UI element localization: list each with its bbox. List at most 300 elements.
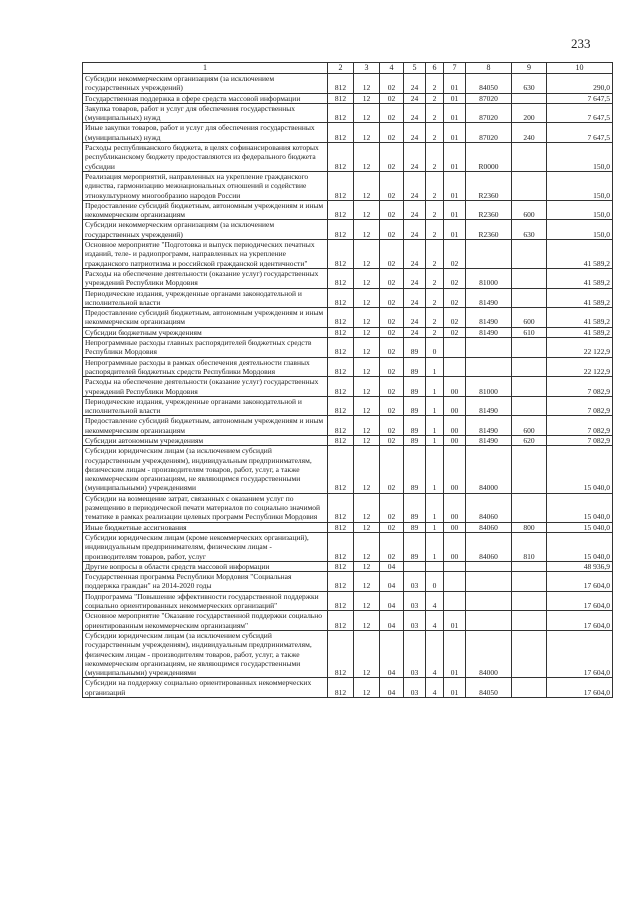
amount: 7 647,5 — [547, 103, 613, 123]
table-row — [83, 338, 613, 358]
code-section: 12 — [354, 435, 380, 445]
code-admin: 812 — [328, 308, 354, 328]
code-subsection: 02 — [380, 522, 404, 532]
code-admin: 812 — [328, 123, 354, 143]
code-event: 01 — [444, 171, 466, 200]
row-name: Государственная программа Республики Мордовия "Социальная поддержка граждан" на 2014-2020 годы — [83, 572, 328, 592]
code-direction: 81490 — [466, 396, 512, 416]
amount: 7 647,5 — [547, 93, 613, 103]
code-expense-type: 630 — [512, 74, 547, 94]
amount: 41 589,2 — [547, 308, 613, 328]
table-row — [83, 377, 613, 397]
code-subprogram: 0 — [426, 338, 444, 358]
code-event — [444, 591, 466, 611]
row-name: Непрограммные расходы в рамках обеспечения деятельности главных распорядителей бюджетных средств Республики Мордовия — [83, 357, 328, 377]
code-direction — [466, 338, 512, 358]
amount: 17 604,0 — [547, 572, 613, 592]
code-program: 89 — [404, 435, 426, 445]
code-expense-type — [512, 288, 547, 308]
code-expense-type — [512, 143, 547, 172]
code-subprogram: 2 — [426, 240, 444, 269]
code-subsection: 02 — [380, 532, 404, 561]
code-event: 00 — [444, 522, 466, 532]
table-row — [83, 103, 613, 123]
code-event: 01 — [444, 678, 466, 698]
code-admin: 812 — [328, 171, 354, 200]
code-direction: 81490 — [466, 435, 512, 445]
table-row — [83, 678, 613, 698]
code-expense-type — [512, 493, 547, 522]
amount: 41 589,2 — [547, 288, 613, 308]
code-event — [444, 338, 466, 358]
code-direction: 81000 — [466, 377, 512, 397]
code-admin: 812 — [328, 630, 354, 677]
column-header: 5 — [404, 63, 426, 74]
row-name: Иные закупки товаров, работ и услуг для обеспечения государственных (муниципальных) нужд — [83, 123, 328, 143]
code-admin: 812 — [328, 572, 354, 592]
amount: 7 082,9 — [547, 396, 613, 416]
code-direction: 84050 — [466, 74, 512, 94]
code-direction: 81490 — [466, 308, 512, 328]
code-direction: 87020 — [466, 123, 512, 143]
code-subprogram: 1 — [426, 377, 444, 397]
row-name: Расходы на обеспечение деятельности (оказание услуг) государственных учреждений Республики Мордовия — [83, 377, 328, 397]
code-admin: 812 — [328, 103, 354, 123]
code-admin: 812 — [328, 268, 354, 288]
code-subsection: 02 — [380, 493, 404, 522]
code-program: 89 — [404, 532, 426, 561]
code-expense-type — [512, 591, 547, 611]
code-subsection: 04 — [380, 678, 404, 698]
code-program: 24 — [404, 220, 426, 240]
code-admin: 812 — [328, 327, 354, 337]
code-expense-type — [512, 446, 547, 493]
code-event: 00 — [444, 396, 466, 416]
code-program: 24 — [404, 143, 426, 172]
row-name: Другие вопросы в области средств массовой информации — [83, 561, 328, 571]
code-subprogram: 1 — [426, 416, 444, 436]
code-section: 12 — [354, 377, 380, 397]
code-event: 02 — [444, 308, 466, 328]
code-section: 12 — [354, 103, 380, 123]
code-admin: 812 — [328, 435, 354, 445]
code-section: 12 — [354, 338, 380, 358]
code-direction: 84060 — [466, 522, 512, 532]
code-subprogram: 0 — [426, 572, 444, 592]
code-direction — [466, 357, 512, 377]
code-event: 02 — [444, 240, 466, 269]
code-admin: 812 — [328, 74, 354, 94]
row-name: Государственная поддержка в сфере средств массовой информации — [83, 93, 328, 103]
code-subsection: 02 — [380, 200, 404, 220]
code-direction: R2360 — [466, 200, 512, 220]
code-subprogram: 2 — [426, 74, 444, 94]
code-section: 12 — [354, 200, 380, 220]
code-subprogram: 2 — [426, 143, 444, 172]
row-name: Субсидии юридическим лицам (кроме некоммерческих организаций), индивидуальным предпринимателям, физическим лицам - производителям товаров, работ, услуг — [83, 532, 328, 561]
table-row — [83, 200, 613, 220]
column-header: 1 — [83, 63, 328, 74]
code-expense-type — [512, 240, 547, 269]
code-event: 01 — [444, 611, 466, 631]
row-name: Субсидии на возмещение затрат, связанных с оказанием услуг по размещению в периодической печати материалов по социально значимой тематике в рамках реализации целевых программ Республики Мордовия — [83, 493, 328, 522]
table-row — [83, 93, 613, 103]
code-expense-type — [512, 561, 547, 571]
code-event: 00 — [444, 435, 466, 445]
amount: 17 604,0 — [547, 591, 613, 611]
code-subsection: 04 — [380, 561, 404, 571]
code-section: 12 — [354, 396, 380, 416]
code-program: 24 — [404, 327, 426, 337]
code-program: 89 — [404, 396, 426, 416]
code-admin: 812 — [328, 377, 354, 397]
code-admin: 812 — [328, 416, 354, 436]
code-event — [444, 561, 466, 571]
code-section: 12 — [354, 493, 380, 522]
code-section: 12 — [354, 561, 380, 571]
amount: 17 604,0 — [547, 630, 613, 677]
column-header: 10 — [547, 63, 613, 74]
code-expense-type: 810 — [512, 532, 547, 561]
code-event: 00 — [444, 446, 466, 493]
code-event — [444, 572, 466, 592]
code-event: 00 — [444, 416, 466, 436]
code-expense-type: 630 — [512, 220, 547, 240]
code-subprogram — [426, 561, 444, 571]
code-section: 12 — [354, 522, 380, 532]
code-subprogram: 1 — [426, 396, 444, 416]
code-event: 01 — [444, 200, 466, 220]
code-subprogram: 2 — [426, 103, 444, 123]
row-name: Субсидии некоммерческим организациям (за исключением государственных учреждений) — [83, 74, 328, 94]
code-program — [404, 561, 426, 571]
code-expense-type — [512, 357, 547, 377]
table-row — [83, 591, 613, 611]
code-section: 12 — [354, 220, 380, 240]
code-expense-type — [512, 268, 547, 288]
table-row — [83, 288, 613, 308]
code-subsection: 02 — [380, 327, 404, 337]
code-program: 24 — [404, 268, 426, 288]
amount: 290,0 — [547, 74, 613, 94]
code-direction: 84000 — [466, 446, 512, 493]
code-program: 24 — [404, 103, 426, 123]
column-header: 8 — [466, 63, 512, 74]
code-program: 24 — [404, 74, 426, 94]
code-subsection: 02 — [380, 103, 404, 123]
code-subsection: 04 — [380, 611, 404, 631]
code-event: 02 — [444, 268, 466, 288]
code-subsection: 02 — [380, 288, 404, 308]
code-admin: 812 — [328, 522, 354, 532]
amount: 41 589,2 — [547, 268, 613, 288]
code-direction: 81490 — [466, 416, 512, 436]
code-subprogram: 2 — [426, 327, 444, 337]
code-subsection: 02 — [380, 416, 404, 436]
code-section: 12 — [354, 416, 380, 436]
code-event: 00 — [444, 377, 466, 397]
code-program: 89 — [404, 357, 426, 377]
table-row — [83, 435, 613, 445]
code-event: 01 — [444, 103, 466, 123]
code-program: 89 — [404, 493, 426, 522]
table-row — [83, 611, 613, 631]
code-admin: 812 — [328, 288, 354, 308]
code-expense-type — [512, 572, 547, 592]
code-admin: 812 — [328, 200, 354, 220]
code-event: 02 — [444, 327, 466, 337]
row-name: Закупка товаров, работ и услуг для обеспечения государственных (муниципальных) нужд — [83, 103, 328, 123]
code-admin: 812 — [328, 143, 354, 172]
table-header-row — [83, 63, 613, 74]
amount: 7 647,5 — [547, 123, 613, 143]
budget-table — [82, 62, 613, 698]
code-expense-type: 620 — [512, 435, 547, 445]
code-subprogram: 4 — [426, 630, 444, 677]
code-admin: 812 — [328, 338, 354, 358]
code-direction: 84050 — [466, 678, 512, 698]
code-program: 24 — [404, 93, 426, 103]
code-direction: 81490 — [466, 327, 512, 337]
code-subprogram: 2 — [426, 288, 444, 308]
code-subsection: 02 — [380, 377, 404, 397]
row-name: Предоставление субсидий бюджетным, автономным учреждениям и иным некоммерческим организациям — [83, 200, 328, 220]
row-name: Основное мероприятие "Оказание государственной поддержки социально ориентированным некоммерческим организациям" — [83, 611, 328, 631]
code-subsection: 04 — [380, 630, 404, 677]
amount: 22 122,9 — [547, 338, 613, 358]
code-admin: 812 — [328, 357, 354, 377]
row-name: Расходы на обеспечение деятельности (оказание услуг) государственных учреждений Республики Мордовия — [83, 268, 328, 288]
code-subsection: 02 — [380, 93, 404, 103]
code-event: 02 — [444, 288, 466, 308]
code-expense-type — [512, 93, 547, 103]
code-direction: 84060 — [466, 532, 512, 561]
code-subprogram: 1 — [426, 532, 444, 561]
code-event: 01 — [444, 93, 466, 103]
code-program: 89 — [404, 416, 426, 436]
code-expense-type — [512, 377, 547, 397]
code-expense-type: 600 — [512, 416, 547, 436]
column-header: 2 — [328, 63, 354, 74]
amount: 22 122,9 — [547, 357, 613, 377]
row-name: Субсидии юридическим лицам (за исключением субсидий государственным учреждениям), индивидуальным предпринимателям, физическим лицам - производителям товаров, работ, услуг, а также некоммерческим организациям, не являющимся государственными (муниципальными) учреждениями — [83, 630, 328, 677]
table-row — [83, 327, 613, 337]
amount: 150,0 — [547, 171, 613, 200]
amount: 15 040,0 — [547, 532, 613, 561]
row-name: Субсидии на поддержку социально ориентированных некоммерческих организаций — [83, 678, 328, 698]
code-event: 00 — [444, 532, 466, 561]
code-expense-type — [512, 611, 547, 631]
code-direction: 81000 — [466, 268, 512, 288]
code-expense-type — [512, 630, 547, 677]
row-name: Непрограммные расходы главных распорядителей бюджетных средств Республики Мордовия — [83, 338, 328, 358]
code-subsection: 02 — [380, 396, 404, 416]
row-name: Субсидии юридическим лицам (за исключением субсидий государственным учреждениям), индивидуальным предпринимателям, физическим лицам - производителям товаров, работ, услуг, а также некоммерческим организациям, не являющимся государственными (муниципальными) учреждениями — [83, 446, 328, 493]
code-section: 12 — [354, 327, 380, 337]
amount: 150,0 — [547, 200, 613, 220]
code-admin: 812 — [328, 561, 354, 571]
code-section: 12 — [354, 611, 380, 631]
code-expense-type: 610 — [512, 327, 547, 337]
code-admin: 812 — [328, 493, 354, 522]
amount: 150,0 — [547, 220, 613, 240]
code-subprogram: 1 — [426, 493, 444, 522]
code-program: 24 — [404, 123, 426, 143]
code-section: 12 — [354, 532, 380, 561]
code-section: 12 — [354, 308, 380, 328]
table-row — [83, 240, 613, 269]
amount: 7 082,9 — [547, 377, 613, 397]
code-direction — [466, 611, 512, 631]
code-subsection: 02 — [380, 435, 404, 445]
code-subsection: 04 — [380, 591, 404, 611]
code-direction: R2360 — [466, 220, 512, 240]
row-name: Расходы республиканского бюджета, в целях софинансирования которых республиканскому бюджету предоставляются из федерального бюджета субсидии — [83, 143, 328, 172]
table-row — [83, 143, 613, 172]
code-section: 12 — [354, 171, 380, 200]
table-row — [83, 220, 613, 240]
code-direction — [466, 561, 512, 571]
code-program: 03 — [404, 678, 426, 698]
code-admin: 812 — [328, 446, 354, 493]
code-direction: R2360 — [466, 171, 512, 200]
code-subprogram: 4 — [426, 611, 444, 631]
table-row — [83, 357, 613, 377]
code-expense-type: 600 — [512, 200, 547, 220]
row-name: Периодические издания, учрежденные органами законодательной и исполнительной власти — [83, 396, 328, 416]
code-section: 12 — [354, 630, 380, 677]
amount: 15 040,0 — [547, 522, 613, 532]
code-expense-type: 800 — [512, 522, 547, 532]
row-name: Субсидии бюджетным учреждениям — [83, 327, 328, 337]
code-program: 24 — [404, 288, 426, 308]
code-subprogram: 4 — [426, 591, 444, 611]
code-subsection: 02 — [380, 338, 404, 358]
code-subsection: 04 — [380, 572, 404, 592]
code-direction — [466, 240, 512, 269]
code-admin: 812 — [328, 678, 354, 698]
code-subsection: 02 — [380, 74, 404, 94]
page-number: 233 — [571, 36, 591, 51]
code-section: 12 — [354, 357, 380, 377]
table-row — [83, 123, 613, 143]
amount: 7 082,9 — [547, 416, 613, 436]
code-section: 12 — [354, 240, 380, 269]
code-subprogram: 2 — [426, 268, 444, 288]
table-row — [83, 74, 613, 94]
amount: 41 589,2 — [547, 240, 613, 269]
code-event: 01 — [444, 143, 466, 172]
amount: 41 589,2 — [547, 327, 613, 337]
code-expense-type — [512, 396, 547, 416]
row-name: Основное мероприятие "Подготовка и выпуск периодических печатных изданий, теле- и радиопрограмм, направленных на укрепление гражданского патриотизма и российской гражданской идентичности" — [83, 240, 328, 269]
code-section: 12 — [354, 93, 380, 103]
table-body — [83, 63, 613, 698]
code-section: 12 — [354, 572, 380, 592]
row-name: Субсидии автономным учреждениям — [83, 435, 328, 445]
code-admin: 812 — [328, 532, 354, 561]
amount: 7 082,9 — [547, 435, 613, 445]
code-section: 12 — [354, 678, 380, 698]
row-name: Иные бюджетные ассигнования — [83, 522, 328, 532]
code-subsection: 02 — [380, 143, 404, 172]
code-admin: 812 — [328, 220, 354, 240]
code-expense-type: 240 — [512, 123, 547, 143]
code-subsection: 02 — [380, 357, 404, 377]
code-section: 12 — [354, 591, 380, 611]
table-row — [83, 446, 613, 493]
table-row — [83, 572, 613, 592]
code-subprogram: 2 — [426, 308, 444, 328]
code-section: 12 — [354, 143, 380, 172]
code-subprogram: 1 — [426, 446, 444, 493]
code-subprogram: 2 — [426, 220, 444, 240]
row-name: Реализация мероприятий, направленных на укрепление гражданского единства, гармонизацию межнациональных отношений и содействие этнокультурному многообразию народов России — [83, 171, 328, 200]
amount: 15 040,0 — [547, 493, 613, 522]
code-event: 00 — [444, 493, 466, 522]
code-program: 89 — [404, 446, 426, 493]
code-event: 01 — [444, 123, 466, 143]
code-section: 12 — [354, 268, 380, 288]
code-subprogram: 2 — [426, 171, 444, 200]
code-subprogram: 2 — [426, 200, 444, 220]
code-admin: 812 — [328, 240, 354, 269]
code-admin: 812 — [328, 591, 354, 611]
code-subsection: 02 — [380, 123, 404, 143]
table-row — [83, 396, 613, 416]
code-subprogram: 4 — [426, 678, 444, 698]
code-section: 12 — [354, 123, 380, 143]
code-event: 01 — [444, 630, 466, 677]
code-subsection: 02 — [380, 240, 404, 269]
code-expense-type — [512, 338, 547, 358]
code-direction: 87020 — [466, 93, 512, 103]
code-subsection: 02 — [380, 268, 404, 288]
code-subsection: 02 — [380, 220, 404, 240]
code-subprogram: 2 — [426, 93, 444, 103]
code-direction: 81490 — [466, 288, 512, 308]
code-subsection: 02 — [380, 171, 404, 200]
row-name: Предоставление субсидий бюджетным, автономным учреждениям и иным некоммерческим организациям — [83, 416, 328, 436]
code-expense-type — [512, 678, 547, 698]
amount: 150,0 — [547, 143, 613, 172]
code-subprogram: 1 — [426, 435, 444, 445]
table-row — [83, 522, 613, 532]
table-row — [83, 268, 613, 288]
code-program: 24 — [404, 171, 426, 200]
column-header: 3 — [354, 63, 380, 74]
code-subprogram: 1 — [426, 522, 444, 532]
code-direction — [466, 591, 512, 611]
code-event: 01 — [444, 220, 466, 240]
code-program: 03 — [404, 591, 426, 611]
code-direction: 84060 — [466, 493, 512, 522]
column-header: 4 — [380, 63, 404, 74]
code-section: 12 — [354, 288, 380, 308]
table-row — [83, 493, 613, 522]
code-expense-type — [512, 171, 547, 200]
table-row — [83, 630, 613, 677]
row-name: Предоставление субсидий бюджетным, автономным учреждениям и иным некоммерческим организациям — [83, 308, 328, 328]
code-subprogram: 1 — [426, 357, 444, 377]
row-name: Субсидии некоммерческим организациям (за исключением государственных учреждений) — [83, 220, 328, 240]
code-program: 03 — [404, 572, 426, 592]
column-header: 9 — [512, 63, 547, 74]
code-program: 03 — [404, 611, 426, 631]
code-direction — [466, 572, 512, 592]
code-section: 12 — [354, 74, 380, 94]
column-header: 6 — [426, 63, 444, 74]
